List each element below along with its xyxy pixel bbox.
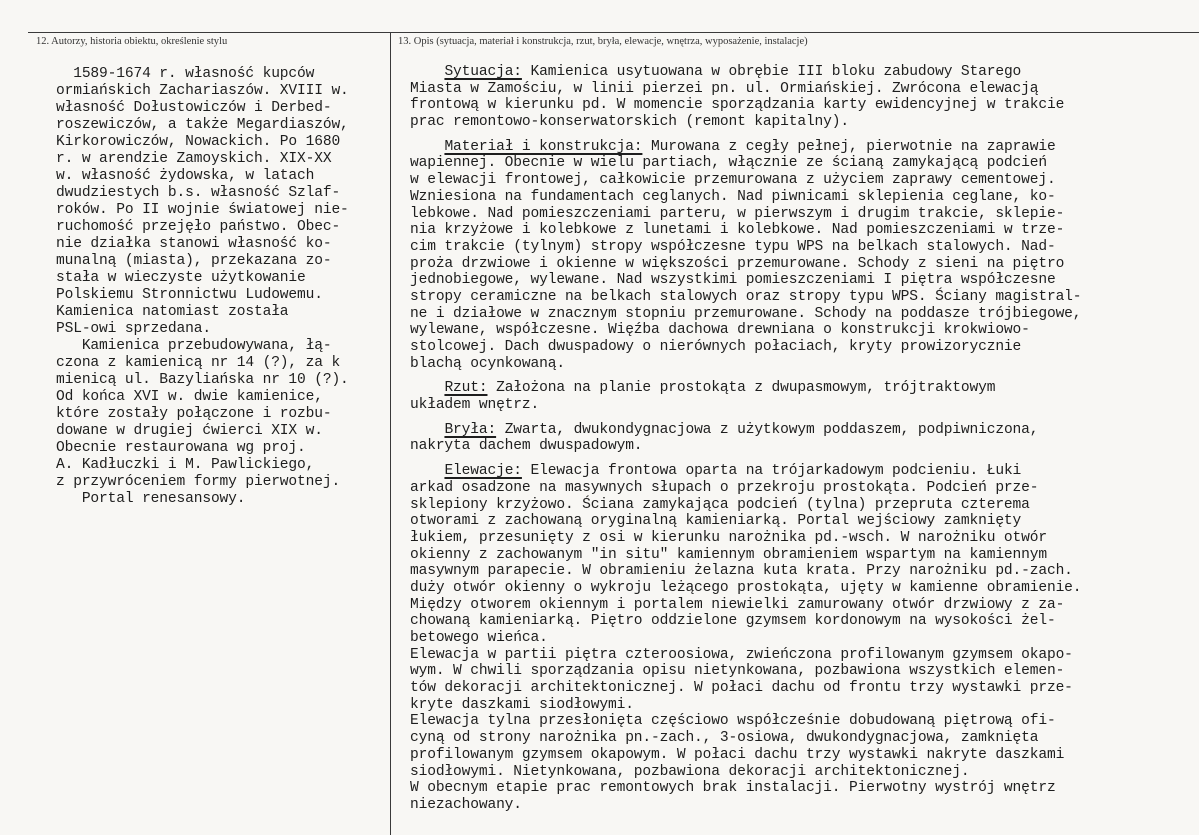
section-lead-text: Murowana z cegły pełnej, pierwotnie na zaprawie [642,138,1056,155]
section-line: układem wnętrz. [410,397,540,414]
description-text [410,64,1195,814]
history-line: roków. Po II wojnie światowej nie- [56,202,349,218]
header-rule [28,32,1199,33]
section-first-line [410,64,1195,81]
history-line: czona z kamienicą nr 14 (?), za k [56,355,341,371]
history-line: mienicą ul. Bazyliańska nr 10 (?). [56,372,349,388]
section-line: niezachowany. [410,796,522,813]
section-line: cyną od strony narożnika pn.-zach., 3-osiowa, dwukondygnacjowa, zamknięta [410,730,1039,747]
section-line: stropy ceramiczne na belkach stalowych oraz stropy typu WPS. Ściany magistral- [410,288,1082,305]
section-first-line [410,463,1195,480]
column-divider [390,32,391,835]
section-line: duży otwór okienny o wykroju leżącego prostokąta, ujęty w kamienne obramienie. [410,579,1082,596]
section-heading: Sytuacja: [444,64,522,80]
section-line: nakryta dachem dwuspadowym. [410,438,643,455]
right-column-header: 13. Opis (sytuacja, materiał i konstrukcja, rzut, bryła, elewacje, wnętrza, wyposażenie, instalacje) [398,36,808,47]
section-line: w elewacji frontowej, całkowicie przemurowana z użyciem zaprawy cementowej. [410,172,1056,189]
section-line: nia krzyżowe i kolebkowe z lunetami i kolebkowe. Nad pomieszczeniami w trze- [410,222,1065,239]
section-line: sklepiony krzyżowo. Ściana zamykająca podcień (tylna) przepruta czterema [410,496,1030,513]
history-line: stała w wieczyste użytkowanie [56,270,306,286]
section-first-line [410,380,1195,397]
section-line: prac remontowo-konserwatorskich (remont kapitalny). [410,114,849,131]
history-line: własność Dołustowiczów i Derbed- [56,100,332,116]
section-line: wym. W chwili sporządzania opisu nietynkowana, pozbawiona wszystkich elemen- [410,663,1065,680]
history-text [56,66,386,508]
section-line: ne i działowe w znacznym stopniu przemurowane. Schody na poddasze trójbiegowe, [410,305,1082,322]
history-line: A. Kadłuczki i M. Pawlickiego, [56,457,315,473]
section-lead-text: Kamienica usytuowana w obrębie III bloku zabudowy Starego [521,64,1022,80]
section-lead-text: Założona na planie prostokąta z dwupasmowym, trójtraktowym [487,380,996,397]
history-line: dwudziestych b.s. własność Szlaf- [56,185,341,201]
section-line: Wzniesiona na fundamentach ceglanych. Nad piwnicami sklepienia ceglane, ko- [410,188,1056,205]
section-heading: Materiał i konstrukcja: [444,138,643,155]
section-line: blachą ocynkowaną. [410,355,565,372]
section-line: cim trakcie (tylnym) stropy współczesne typu WPS na belkach stalowych. Nad- [410,238,1056,255]
section-line: okienny z zachowanym "in situ" kamiennym obramieniem wspartym na kamiennym [410,546,1047,563]
section-heading: Rzut: [444,380,488,397]
section-line: Elewacja tylna przesłonięta częściowo współcześnie dobudowaną piętrową ofi- [410,713,1056,730]
history-line: ruchomość przejęło państwo. Obec- [56,219,341,235]
history-line: Kirkorowiczów, Nowackich. Po 1680 [56,134,341,150]
left-column-header: 12. Autorzy, historia obiektu, określenie stylu [36,36,228,47]
section-line: łukiem, przesunięty z osi w kierunku narożnika pd.-wsch. W narożniku otwór [410,529,1047,546]
history-line: 1589-1674 r. własność kupców [56,66,315,82]
section-heading: Bryła: [444,421,497,438]
section-line: stolcowej. Dach dwuspadowy o nierównych połaciach, kryty prowizorycznie [410,339,1022,355]
section-line: masywnym parapecie. W obramieniu żelazna kuta krata. Przy narożniku pd.-zach. [410,563,1073,580]
section-line: W obecnym etapie prac remontowych brak instalacji. Pierwotny wystrój wnętrz [410,780,1056,797]
history-line: Portal renesansowy. [56,491,246,507]
history-line: ormiańskich Zachariaszów. XVIII w. [56,83,349,99]
section-line: frontową w kierunku pd. W momencie sporządzania karty ewidencyjnej w trakcie [410,97,1065,114]
history-line: Od końca XVI w. dwie kamienice, [56,389,323,405]
section-first-line [410,139,1195,156]
history-line: Polskiemu Stronnictwu Ludowemu. [56,287,323,303]
history-line: które zostały połączone i rozbu- [56,406,332,422]
history-line: Obecnie restaurowana wg proj. [56,440,306,456]
section-line: Elewacja w partii piętra czteroosiowa, zwieńczona profilowanym gzymsem okapo- [410,646,1073,663]
history-line: munalną (miasta), przekazana zo- [56,253,332,269]
section-line: otworami z zachowaną oryginalną kamieniarką. Portal wejściowy zamknięty [410,513,1022,530]
section-line: jednobiegowe, wylewane. Nad wszystkimi pomieszczeniami I piętra współczesne [410,272,1056,289]
section-line: chowaną kamieniarką. Piętro oddzielone gzymsem kordonowym na wysokości żel- [410,613,1056,630]
section-line: tów dekoracji architektonicznej. W połaci dachu od frontu trzy wystawki prze- [410,680,1073,697]
section-line: arkad osadzone na masywnych słupach o przekroju prostokąta. Podcień prze- [410,479,1039,496]
history-line: nie działka stanowi własność ko- [56,236,332,252]
section-line: betowego wieńca. [410,630,548,646]
section-line: lebkowe. Nad pomieszczeniami parteru, w pierwszym i drugim trakcie, sklepie- [410,205,1065,222]
history-line: z przywróceniem formy pierwotnej. [56,474,341,490]
section-line: kryte daszkami siodłowymi. [410,696,634,713]
section-lead-text: Elewacja frontowa oparta na trójarkadowym podcieniu. Łuki [521,463,1022,480]
history-line: Kamienica przebudowywana, łą- [56,338,332,354]
section-line: Miasta w Zamościu, w linii pierzei pn. ul. Ormiańskiej. Zwrócona elewacją [410,80,1039,97]
history-line: dowane w drugiej ćwierci XIX w. [56,423,323,439]
history-line: Kamienica natomiast została [56,304,289,320]
section-line: wapiennej. Obecnie w wielu partiach, włącznie ze ścianą zamykającą podcień [410,155,1047,172]
history-line: r. w arendzie Zamoyskich. XIX-XX [56,151,332,167]
history-line: w. własność żydowska, w latach [56,168,315,184]
history-line: PSL-owi sprzedana. [56,321,211,337]
section-line: proża drzwiowe i okienne w większości przemurowane. Schody z sieni na piętro [410,255,1065,272]
history-line: roszewiczów, a także Megardiaszów, [56,117,349,133]
section-line: profilowanym gzymsem okapowym. W połaci dachu trzy wystawki nakryte daszkami [410,746,1065,763]
section-heading: Elewacje: [444,463,522,480]
section-line: Między otworem okiennym i portalem niewielki zamurowany otwór drzwiowy z za- [410,596,1065,613]
section-line: siodłowymi. Nietynkowana, pozbawiona dekoracji architektonicznej. [410,763,970,780]
section-first-line [410,422,1195,439]
section-lead-text: Zwarta, dwukondygnacjowa z użytkowym poddaszem, podpiwniczona, [496,421,1039,438]
section-line: wylewane, współczesne. Więźba dachowa drewniana o konstrukcji krokwiowo- [410,322,1030,339]
